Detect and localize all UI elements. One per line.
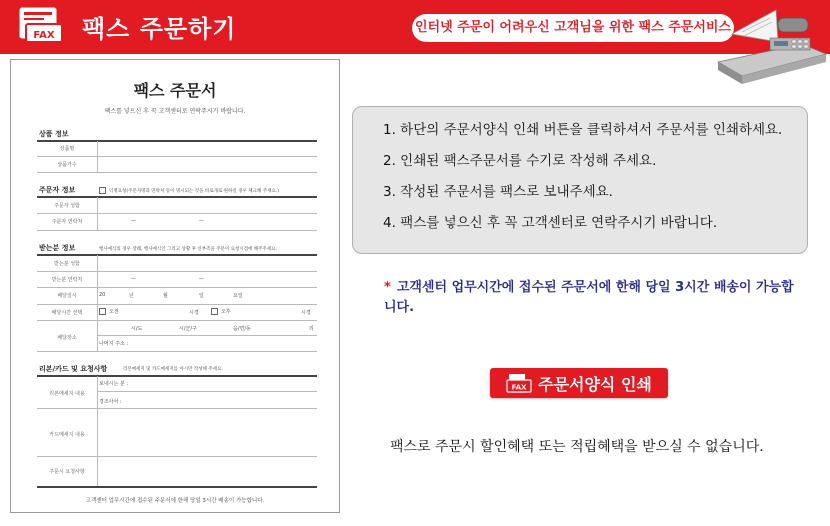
am-option bbox=[99, 308, 119, 315]
divider bbox=[37, 140, 317, 142]
address-ri: 리 bbox=[309, 326, 314, 332]
phone-dash: — bbox=[199, 276, 204, 282]
pm-checkbox bbox=[211, 308, 218, 315]
form-subtitle: 팩스를 넣으신 후 꼭 고객센터로 연락주시기 바랍니다. bbox=[104, 108, 246, 115]
label-recipient-name: 받는분 성함 bbox=[54, 261, 80, 267]
fax-document-icon bbox=[506, 373, 532, 393]
fax-document-icon bbox=[18, 6, 66, 46]
divider bbox=[97, 255, 98, 351]
fax-machine-icon bbox=[712, 4, 830, 84]
phone-dash: — bbox=[131, 276, 136, 282]
discount-disclaimer: 팩스로 주문시 할인혜택 또는 적립혜택을 받으실 수 없습니다. bbox=[390, 439, 764, 455]
label-ribbon-msg: 리본메세지 내용 bbox=[49, 391, 85, 397]
divider bbox=[97, 335, 317, 336]
divider bbox=[37, 196, 317, 198]
form-footer: 고객센터 업무시간에 접수된 주문서에 한해 당일 3시간 배송이 가능합니다. bbox=[85, 498, 265, 504]
divider bbox=[37, 172, 317, 173]
date-year: 년 bbox=[129, 293, 134, 299]
address-si: 시/도 bbox=[131, 326, 143, 332]
divider bbox=[37, 456, 317, 457]
notice-star: * bbox=[384, 280, 391, 295]
divider bbox=[97, 141, 98, 172]
divider bbox=[37, 230, 317, 231]
pm-hour: 시경 bbox=[301, 310, 311, 316]
ribbon-condolence: 경조사어 : bbox=[99, 399, 122, 405]
divider bbox=[37, 351, 317, 352]
phone-dash: — bbox=[199, 218, 204, 224]
date-day: 일 bbox=[199, 293, 204, 299]
orderer-note bbox=[99, 187, 279, 194]
instruction-step: 2. 인쇄된 팩스주문서를 수기로 작성해 주세요. bbox=[383, 153, 657, 169]
section-product: 상품 정보 bbox=[39, 130, 69, 138]
phone-dash: — bbox=[131, 218, 136, 224]
instruction-step: 3. 작성된 주문서를 팩스로 보내주세요. bbox=[383, 184, 613, 200]
fax-order-form-sheet bbox=[10, 59, 340, 513]
divider bbox=[37, 408, 317, 409]
label-delivery-place: 배달장소 bbox=[57, 335, 77, 341]
divider bbox=[37, 271, 317, 272]
header-tagline: 인터넷 주문이 어려우신 고객님을 위한 팩스 주문서비스 bbox=[412, 14, 734, 42]
print-button-fax-label: FAX bbox=[511, 383, 527, 392]
am-hour: 시경 bbox=[189, 310, 199, 316]
divider bbox=[37, 213, 317, 214]
form-title: 팩스 주문서 bbox=[133, 81, 217, 100]
divider bbox=[37, 254, 317, 256]
divider bbox=[37, 156, 317, 157]
date-weekday: 요일 bbox=[233, 293, 243, 299]
delivery-notice bbox=[384, 278, 794, 318]
page-title: 팩스 주문하기 bbox=[82, 15, 237, 43]
print-button-label: 주문서양식 인쇄 bbox=[538, 374, 652, 394]
pm-label: 오후 bbox=[221, 309, 231, 315]
instructions-panel bbox=[352, 106, 808, 254]
instruction-step: 1. 하단의 주문서양식 인쇄 버튼을 클릭하셔서 주문서를 인쇄하세요. bbox=[383, 122, 783, 138]
ribbon-note: 리본메세지 및 카드메세지를 아시만 작성해 주세요. bbox=[123, 367, 223, 372]
orderer-note-text: 익명요청(주문자명과 연락처 등이 명시되는 것을 바로개로 원하실 경우 체크해 주세요.) bbox=[109, 189, 279, 194]
label-product-name: 상품명 bbox=[59, 146, 75, 152]
label-recipient-phone: 받는분 연락처 bbox=[51, 277, 83, 283]
divider bbox=[37, 486, 317, 488]
instruction-step: 4. 팩스를 넣으신 후 꼭 고객센터로 연락주시기 바랍니다. bbox=[383, 215, 718, 231]
label-orderer-phone: 주문자 연락처 bbox=[51, 219, 83, 225]
address-dong: 읍/면/동 bbox=[233, 326, 251, 332]
header-bar bbox=[0, 0, 830, 54]
pm-option bbox=[211, 308, 231, 315]
date-month: 월 bbox=[163, 293, 168, 299]
divider bbox=[37, 287, 317, 288]
fax-logo-label: FAX bbox=[33, 30, 55, 41]
label-request: 주문시 요청사항 bbox=[49, 469, 85, 475]
label-orderer-name: 주문자 성함 bbox=[54, 203, 80, 209]
notice-text: 고객센터 업무시간에 접수된 주문서에 한해 당일 3시간 배송이 가능합니다. bbox=[384, 280, 794, 315]
label-delivery-time: 배달시간 선택 bbox=[51, 310, 83, 316]
anonymous-checkbox bbox=[99, 187, 106, 194]
section-recipient: 받는분 정보 bbox=[39, 244, 76, 252]
section-orderer: 주문자 정보 bbox=[39, 186, 76, 194]
divider bbox=[97, 391, 317, 392]
divider bbox=[97, 376, 98, 486]
divider bbox=[37, 375, 317, 377]
print-form-button[interactable] bbox=[490, 368, 668, 398]
divider bbox=[37, 304, 317, 305]
label-product-qty: 상품가수 bbox=[57, 162, 77, 168]
section-ribbon: 리본/카드 및 요청사항 bbox=[39, 365, 108, 373]
am-label: 오전 bbox=[109, 309, 119, 315]
divider bbox=[37, 320, 317, 321]
divider bbox=[97, 197, 98, 230]
label-card-msg: 카드메세지 내용 bbox=[49, 432, 85, 438]
recipient-note: 행사예식의 경우 장례, 행사예식인 그리고 상황 후 신부측을 주문이 요청시점에 해주주세요. bbox=[99, 247, 278, 252]
date-year-prefix: 20 bbox=[99, 292, 106, 298]
address-gu: 시/군/구 bbox=[179, 326, 197, 332]
label-delivery-date: 배달일시 bbox=[57, 293, 77, 299]
address-rest: 나머지 주소 : bbox=[99, 341, 129, 347]
am-checkbox bbox=[99, 308, 106, 315]
ribbon-sender: 보내시는 분 : bbox=[99, 381, 129, 387]
